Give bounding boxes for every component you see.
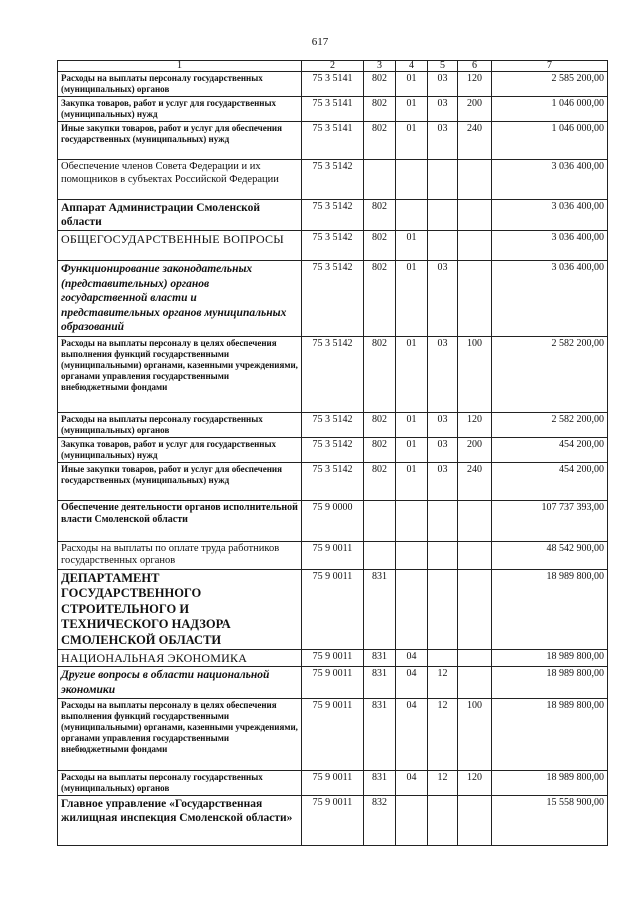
row-sum: 3 036 400,00 [492,160,608,200]
row-name: ОБЩЕГОСУДАРСТВЕННЫЕ ВОПРОСЫ [58,231,302,261]
row-expense-type [458,569,492,650]
row-sum: 18 989 800,00 [492,699,608,771]
row-ministry: 802 [364,122,396,160]
row-code: 75 9 0011 [302,541,364,569]
row-section [396,160,428,200]
row-name: Аппарат Администрации Смоленской области [58,200,302,231]
row-sum: 3 036 400,00 [492,231,608,261]
row-name: ДЕПАРТАМЕНТ ГОСУДАРСТВЕННОГО СТРОИТЕЛЬНОГО И ТЕХНИЧЕСКОГО НАДЗОРА СМОЛЕНСКОЙ ОБЛАСТИ [58,569,302,650]
row-subsection [428,500,458,541]
row-section: 01 [396,336,428,412]
row-sum: 18 989 800,00 [492,667,608,699]
row-code: 75 3 5142 [302,462,364,500]
row-code: 75 3 5142 [302,231,364,261]
row-section: 04 [396,699,428,771]
table-row [58,200,608,231]
row-name: Другие вопросы в области национальной экономики [58,667,302,699]
row-ministry: 802 [364,231,396,261]
row-code: 75 3 5142 [302,412,364,437]
col-header-ministry: 3 [364,61,396,72]
table-row [58,412,608,437]
row-section: 04 [396,771,428,796]
page-number: 617 [311,36,329,48]
col-header-subsection: 5 [428,61,458,72]
row-sum: 2 582 200,00 [492,336,608,412]
row-sum: 1 046 000,00 [492,97,608,122]
row-subsection: 03 [428,97,458,122]
row-code: 75 3 5141 [302,97,364,122]
row-code: 75 3 5142 [302,160,364,200]
row-ministry [364,541,396,569]
row-name: Обеспечение деятельности органов исполнительной власти Смоленской области [58,500,302,541]
row-section: 01 [396,261,428,337]
row-section [396,541,428,569]
col-header-expense-type: 6 [458,61,492,72]
row-name: Расходы на выплаты персоналу государственных (муниципальных) органов [58,412,302,437]
row-ministry: 831 [364,771,396,796]
row-sum: 2 582 200,00 [492,412,608,437]
row-name: Функционирование законодательных (представительных) органов государственной власти и представительных органов муниципальных образований [58,261,302,337]
row-ministry: 802 [364,336,396,412]
row-name: Иные закупки товаров, работ и услуг для обеспечения государственных (муниципальных) нужд [58,462,302,500]
row-code: 75 9 0011 [302,569,364,650]
row-name: Закупка товаров, работ и услуг для государственных (муниципальных) нужд [58,437,302,462]
row-name: НАЦИОНАЛЬНАЯ ЭКОНОМИКА [58,650,302,667]
row-code: 75 9 0011 [302,771,364,796]
header-row [58,61,608,72]
row-subsection [428,650,458,667]
row-expense-type [458,667,492,699]
table-row [58,699,608,771]
row-ministry: 802 [364,97,396,122]
row-section [396,796,428,846]
table-row [58,122,608,160]
row-expense-type [458,200,492,231]
table-row [58,97,608,122]
row-subsection: 03 [428,462,458,500]
row-code: 75 3 5141 [302,72,364,97]
row-subsection: 12 [428,699,458,771]
table-row [58,771,608,796]
row-subsection: 03 [428,72,458,97]
row-name: Расходы на выплаты персоналу в целях обеспечения выполнения функций государственными (муниципальными) органами, казенными учреждениями, органами управления государственными внебюджетными фондами [58,699,302,771]
row-section: 01 [396,462,428,500]
row-subsection: 12 [428,667,458,699]
row-subsection: 12 [428,771,458,796]
row-subsection [428,796,458,846]
row-name: Главное управление «Государственная жилищная инспекция Смоленской области» [58,796,302,846]
row-ministry: 802 [364,412,396,437]
row-expense-type [458,231,492,261]
row-subsection: 03 [428,437,458,462]
row-name: Иные закупки товаров, работ и услуг для обеспечения государственных (муниципальных) нужд [58,122,302,160]
row-expense-type [458,160,492,200]
table-row [58,261,608,337]
row-ministry: 831 [364,650,396,667]
row-code: 75 9 0011 [302,650,364,667]
row-expense-type [458,261,492,337]
row-sum: 2 585 200,00 [492,72,608,97]
row-sum: 454 200,00 [492,462,608,500]
table-row [58,72,608,97]
row-expense-type: 120 [458,72,492,97]
table-row [58,231,608,261]
table-row [58,500,608,541]
row-expense-type: 100 [458,336,492,412]
row-code: 75 3 5142 [302,200,364,231]
row-expense-type [458,500,492,541]
row-subsection: 03 [428,261,458,337]
row-section [396,569,428,650]
row-section: 01 [396,122,428,160]
row-ministry: 802 [364,200,396,231]
row-expense-type: 120 [458,412,492,437]
col-header-section: 4 [396,61,428,72]
row-expense-type: 120 [458,771,492,796]
row-sum: 454 200,00 [492,437,608,462]
row-sum: 18 989 800,00 [492,771,608,796]
row-name: Расходы на выплаты персоналу государственных (муниципальных) органов [58,72,302,97]
row-subsection [428,541,458,569]
table-row [58,336,608,412]
row-code: 75 9 0011 [302,796,364,846]
table-row [58,650,608,667]
row-ministry [364,160,396,200]
row-ministry: 802 [364,437,396,462]
col-header-code: 2 [302,61,364,72]
row-ministry: 802 [364,462,396,500]
row-section: 01 [396,97,428,122]
row-section: 01 [396,412,428,437]
row-ministry: 831 [364,569,396,650]
row-ministry: 802 [364,72,396,97]
row-sum: 48 542 900,00 [492,541,608,569]
row-section [396,200,428,231]
table-row [58,437,608,462]
row-expense-type: 240 [458,122,492,160]
row-ministry: 832 [364,796,396,846]
row-subsection: 03 [428,412,458,437]
row-expense-type [458,541,492,569]
table-row [58,569,608,650]
row-code: 75 9 0000 [302,500,364,541]
row-subsection [428,200,458,231]
row-subsection [428,569,458,650]
row-expense-type [458,650,492,667]
row-code: 75 9 0011 [302,699,364,771]
row-ministry [364,500,396,541]
row-sum: 15 558 900,00 [492,796,608,846]
row-ministry: 831 [364,667,396,699]
row-sum: 3 036 400,00 [492,200,608,231]
row-sum: 107 737 393,00 [492,500,608,541]
table-row [58,160,608,200]
row-sum: 3 036 400,00 [492,261,608,337]
row-code: 75 3 5141 [302,122,364,160]
row-subsection [428,160,458,200]
row-section [396,500,428,541]
table-row [58,462,608,500]
row-expense-type: 200 [458,97,492,122]
row-name: Расходы на выплаты персоналу государственных (муниципальных) органов [58,771,302,796]
row-section: 01 [396,72,428,97]
row-subsection: 03 [428,122,458,160]
row-code: 75 3 5142 [302,336,364,412]
row-sum: 18 989 800,00 [492,569,608,650]
table-row [58,667,608,699]
row-section: 01 [396,231,428,261]
row-expense-type: 240 [458,462,492,500]
col-header-sum: 7 [492,61,608,72]
row-expense-type: 200 [458,437,492,462]
row-section: 01 [396,437,428,462]
budget-table [57,60,608,846]
row-expense-type [458,796,492,846]
row-name: Закупка товаров, работ и услуг для государственных (муниципальных) нужд [58,97,302,122]
row-code: 75 3 5142 [302,437,364,462]
table-row [58,541,608,569]
row-section: 04 [396,667,428,699]
col-header-name: 1 [58,61,302,72]
table-row [58,796,608,846]
row-code: 75 3 5142 [302,261,364,337]
row-ministry: 831 [364,699,396,771]
row-code: 75 9 0011 [302,667,364,699]
row-name: Расходы на выплаты по оплате труда работников государственных органов [58,541,302,569]
row-sum: 1 046 000,00 [492,122,608,160]
row-subsection: 03 [428,336,458,412]
row-name: Расходы на выплаты персоналу в целях обеспечения выполнения функций государственными (муниципальными) органами, казенными учреждениями, органами управления государственными внебюджетными фондами [58,336,302,412]
row-ministry: 802 [364,261,396,337]
row-expense-type: 100 [458,699,492,771]
row-sum: 18 989 800,00 [492,650,608,667]
row-section: 04 [396,650,428,667]
row-subsection [428,231,458,261]
row-name: Обеспечение членов Совета Федерации и их помощников в субъектах Российской Федерации [58,160,302,200]
